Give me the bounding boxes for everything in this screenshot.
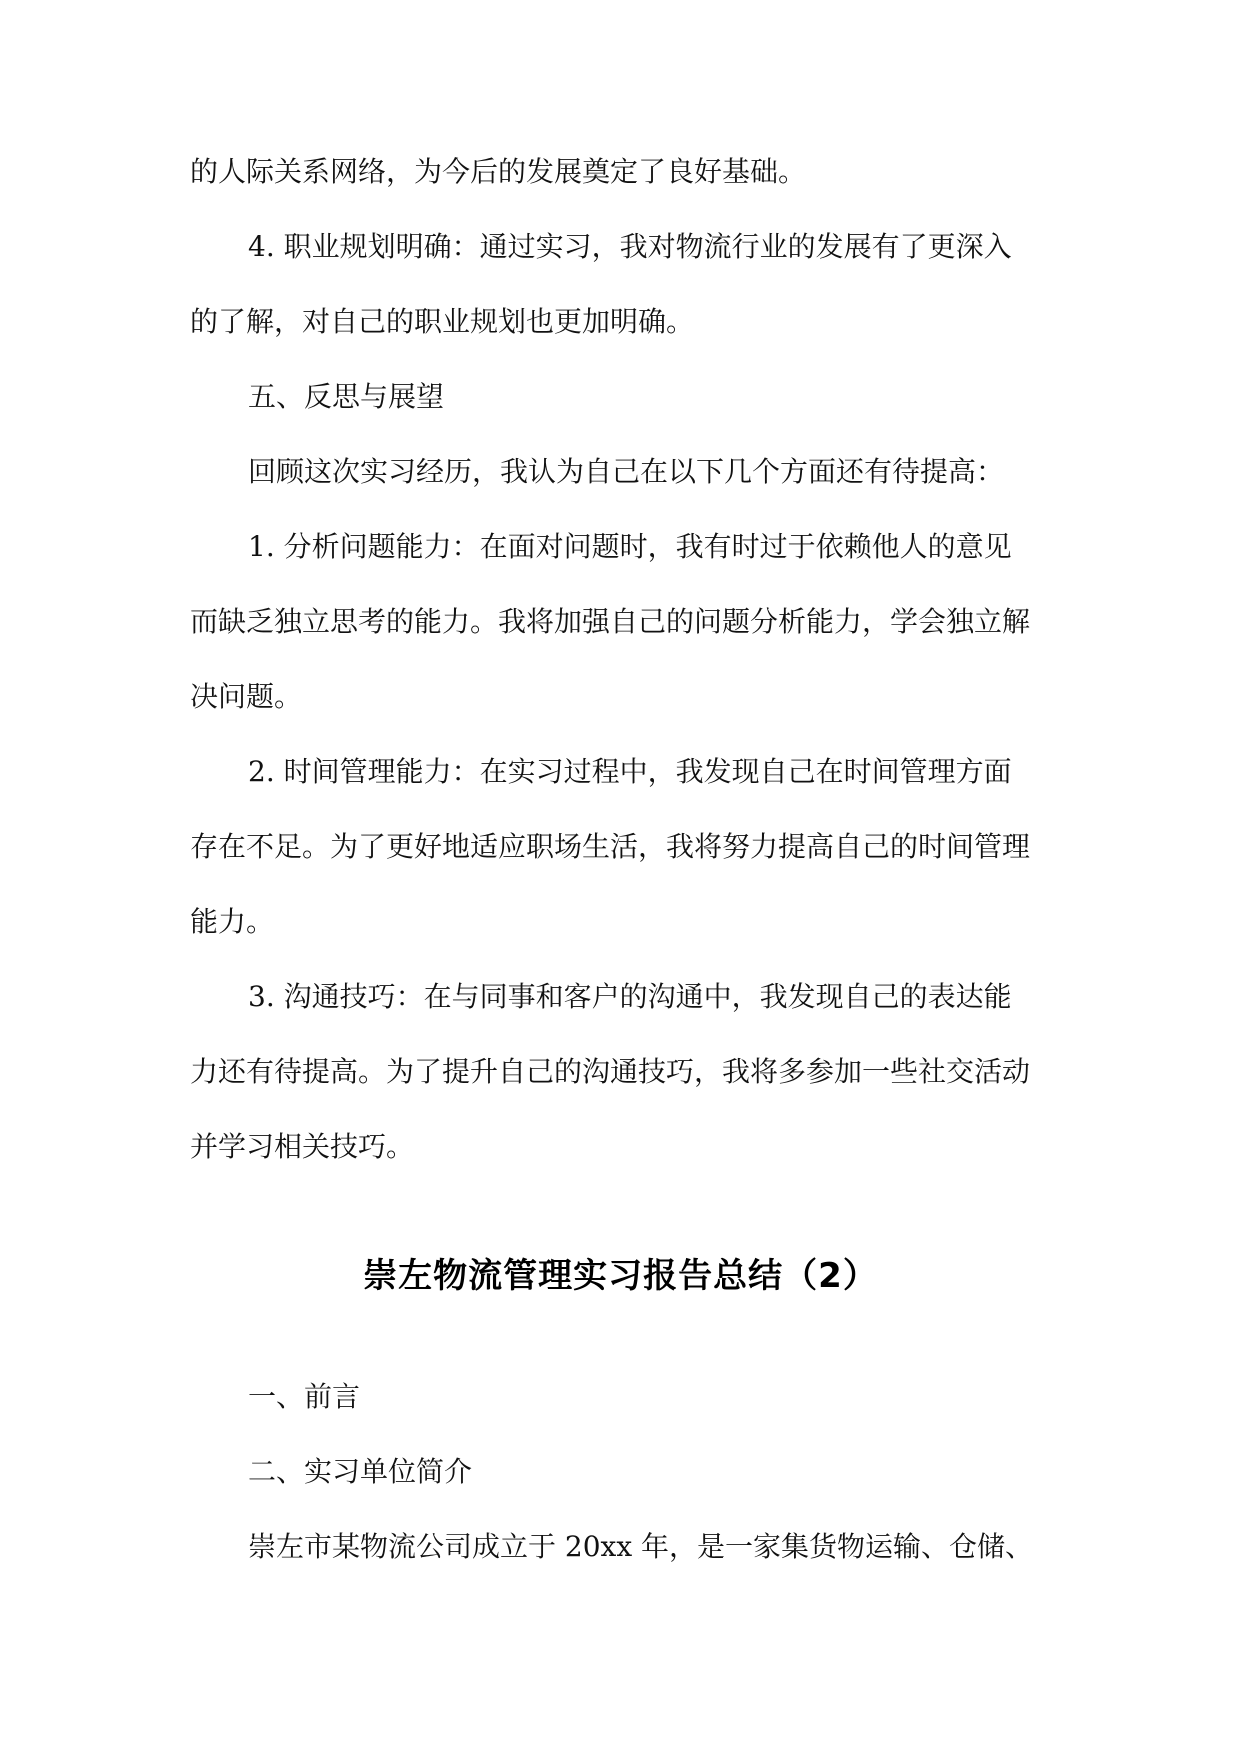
document-title: 崇左物流管理实习报告总结（2） [363,1256,878,1296]
section-heading: 二、实习单位简介 [248,1455,473,1488]
paragraph-line: 的人际关系网络，为今后的发展奠定了良好基础。 [190,155,807,188]
paragraph-line: 而缺乏独立思考的能力。我将加强自己的问题分析能力，学会独立解 [190,605,1031,638]
paragraph-line: 存在不足。为了更好地适应职场生活，我将努力提高自己的时间管理 [190,830,1031,863]
paragraph-line: 决问题。 [190,680,303,713]
paragraph-line: 4. 职业规划明确：通过实习，我对物流行业的发展有了更深入 [248,230,1012,263]
paragraph-line: 能力。 [190,905,275,938]
section-heading: 五、反思与展望 [248,380,445,413]
paragraph-line: 并学习相关技巧。 [190,1130,415,1163]
section-heading: 一、前言 [248,1380,361,1413]
paragraph-line: 回顾这次实习经历，我认为自己在以下几个方面还有待提高： [248,455,1005,488]
paragraph-line: 3. 沟通技巧：在与同事和客户的沟通中，我发现自己的表达能 [248,980,1012,1013]
paragraph-line: 2. 时间管理能力：在实习过程中，我发现自己在时间管理方面 [248,755,1012,788]
paragraph-line: 的了解，对自己的职业规划也更加明确。 [190,305,695,338]
paragraph-line: 崇左市某物流公司成立于 20xx 年，是一家集货物运输、仓储、 [248,1530,1034,1563]
paragraph-line: 1. 分析问题能力：在面对问题时，我有时过于依赖他人的意见 [248,530,1012,563]
paragraph-line: 力还有待提高。为了提升自己的沟通技巧，我将多参加一些社交活动 [190,1055,1031,1088]
